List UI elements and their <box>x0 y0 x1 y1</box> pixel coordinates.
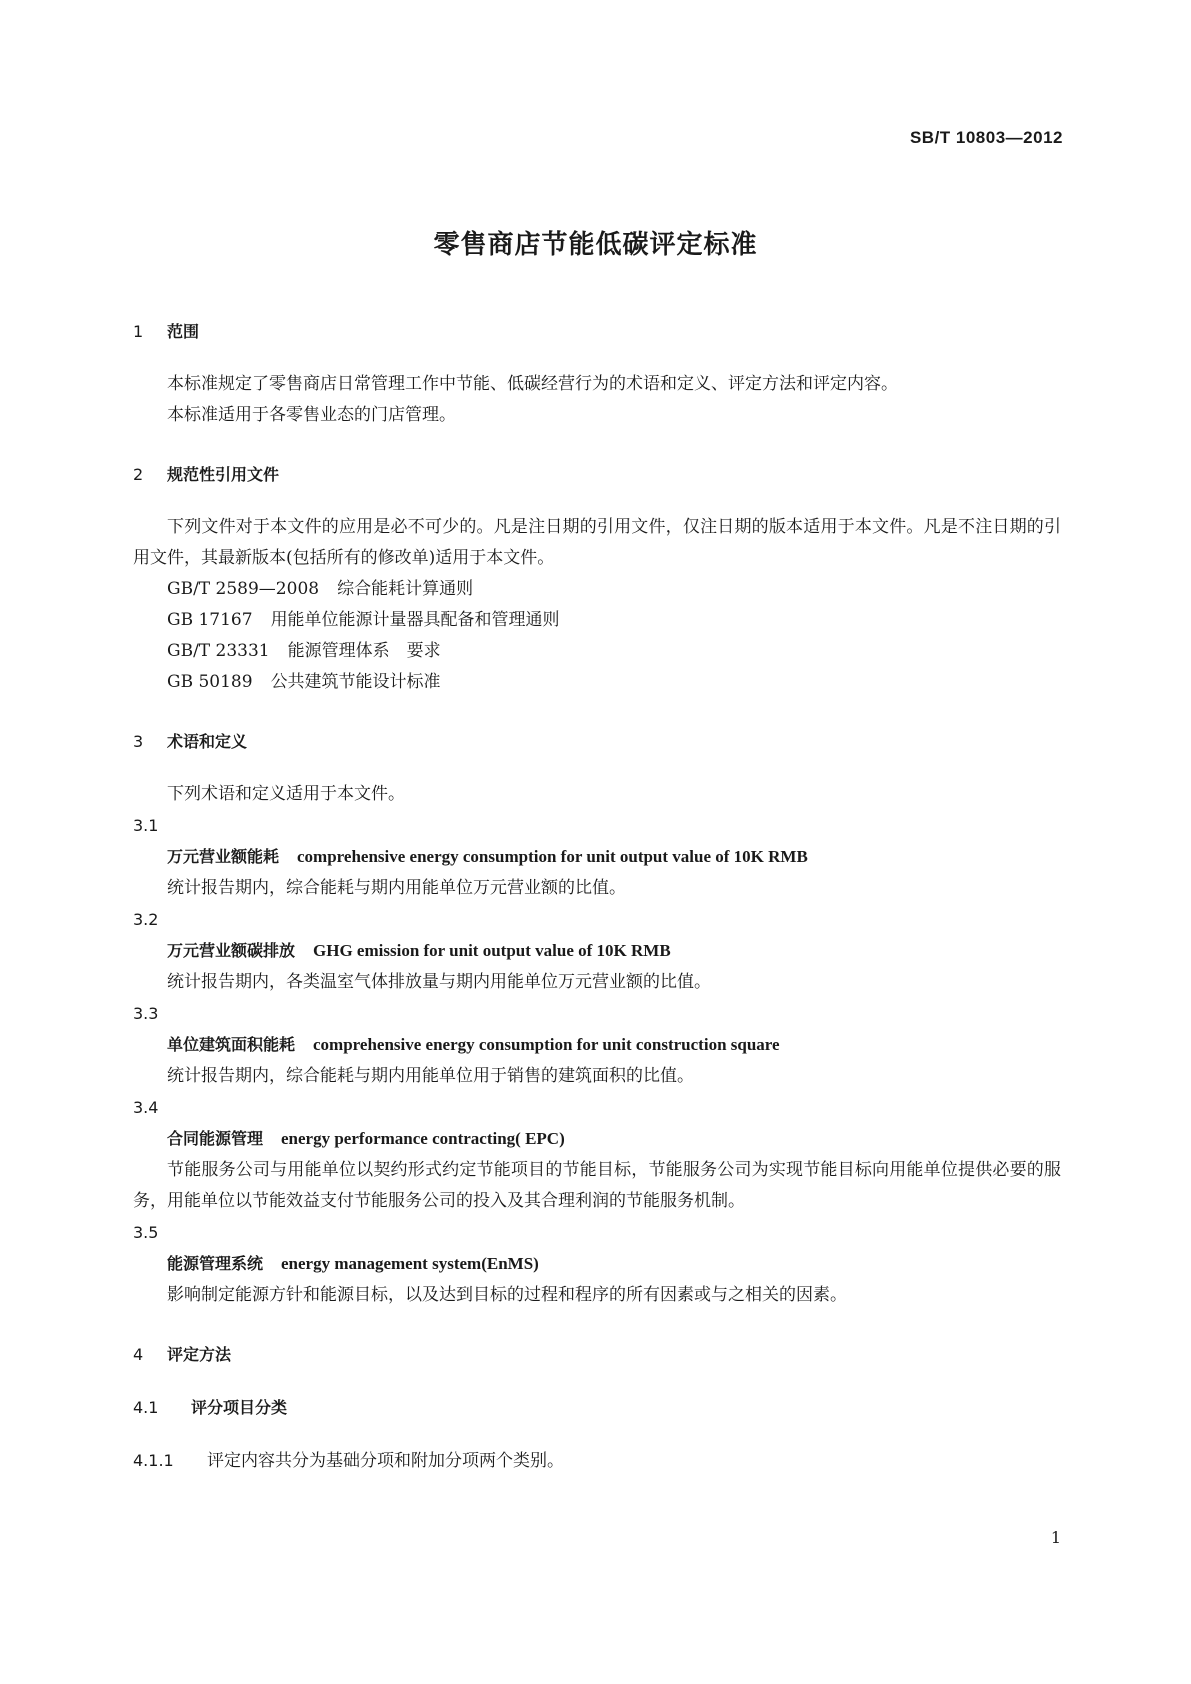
reference-code: GB 17167 <box>167 610 253 630</box>
section-4-heading <box>133 1339 1061 1370</box>
reference-name: 公共建筑节能设计标准 <box>270 672 441 692</box>
paragraph: 下列文件对于本文件的应用是必不可少的。凡是注日期的引用文件，仅注日期的版本适用于本文件。凡是不注日期的引用文件，其最新版本(包括所有的修改单)适用于本文件。 <box>133 517 1061 568</box>
reference-code: GB/T 2589—2008 <box>167 579 320 599</box>
document-title: 零售商店节能低碳评定标准 <box>433 230 758 260</box>
section-number: 4 <box>133 1345 144 1364</box>
section-3-heading <box>133 726 1061 757</box>
section-title: 术语和定义 <box>167 732 248 751</box>
term-chinese: 合同能源管理 <box>167 1129 264 1148</box>
reference-name: 能源管理体系 要求 <box>287 641 441 661</box>
section-2-heading <box>133 459 1061 490</box>
term-english: GHG emission for unit output value of 10K RMB <box>313 941 671 960</box>
section-number: 3 <box>133 732 144 751</box>
term-entry <box>133 1029 1061 1061</box>
term-definition: 统计报告期内，综合能耗与期内用能单位万元营业额的比值。 <box>167 878 626 898</box>
term-entry <box>133 1248 1061 1280</box>
term-number: 3.1 <box>133 816 159 835</box>
term-definition: 统计报告期内，综合能耗与期内用能单位用于销售的建筑面积的比值。 <box>167 1066 694 1086</box>
reference-code: GB 50189 <box>167 672 253 692</box>
page-number: 1 <box>1050 1528 1061 1547</box>
reference-item <box>133 667 1061 698</box>
term-chinese: 单位建筑面积能耗 <box>167 1035 296 1054</box>
term-english: comprehensive energy consumption for unit construction square <box>313 1035 780 1054</box>
reference-name: 用能单位能源计量器具配备和管理通则 <box>270 610 560 630</box>
clause <box>133 1445 1061 1477</box>
section-title: 规范性引用文件 <box>167 465 280 484</box>
term-chinese: 能源管理系统 <box>167 1254 264 1273</box>
term-definition: 影响制定能源方针和能源目标，以及达到目标的过程和程序的所有因素或与之相关的因素。 <box>167 1285 847 1305</box>
subsection-heading <box>133 1392 1061 1423</box>
term-definition: 统计报告期内，各类温室气体排放量与期内用能单位万元营业额的比值。 <box>167 972 711 992</box>
term-chinese: 万元营业额碳排放 <box>167 941 296 960</box>
section-1-heading <box>133 316 1061 347</box>
reference-item <box>133 605 1061 636</box>
term-definition: 节能服务公司与用能单位以契约形式约定节能项目的节能目标，节能服务公司为实现节能目标向用能单位提供必要的服务，用能单位以节能效益支付节能服务公司的投入及其合理利润的节能服务机制。 <box>133 1160 1061 1211</box>
section-number: 2 <box>133 465 144 484</box>
term-english: energy performance contracting( EPC) <box>281 1129 565 1148</box>
term-entry <box>133 1123 1061 1155</box>
reference-item <box>133 574 1061 605</box>
section-title: 范围 <box>167 322 200 341</box>
clause-number: 4.1.1 <box>133 1451 174 1470</box>
subsection-number: 4.1 <box>133 1398 159 1417</box>
section-title: 评定方法 <box>167 1345 232 1364</box>
term-english: energy management system(EnMS) <box>281 1254 539 1273</box>
paragraph: 本标准规定了零售商店日常管理工作中节能、低碳经营行为的术语和定义、评定方法和评定内容。 <box>167 374 898 394</box>
term-entry <box>133 841 1061 873</box>
term-entry <box>133 935 1061 967</box>
reference-name: 综合能耗计算通则 <box>337 579 474 599</box>
paragraph: 本标准适用于各零售业态的门店管理。 <box>167 405 456 425</box>
subsection-title: 评分项目分类 <box>191 1398 288 1417</box>
reference-code: GB/T 23331 <box>167 641 270 661</box>
term-number: 3.5 <box>133 1223 159 1242</box>
document-body <box>133 316 1061 1477</box>
reference-item <box>133 636 1061 667</box>
term-number: 3.4 <box>133 1098 159 1117</box>
paragraph: 下列术语和定义适用于本文件。 <box>167 784 405 804</box>
clause-text: 评定内容共分为基础分项和附加分项两个类别。 <box>207 1451 564 1471</box>
term-number: 3.3 <box>133 1004 159 1023</box>
term-english: comprehensive energy consumption for unit output value of 10K RMB <box>297 847 808 866</box>
term-chinese: 万元营业额能耗 <box>167 847 280 866</box>
term-number: 3.2 <box>133 910 159 929</box>
section-number: 1 <box>133 322 144 341</box>
standard-number: SB/T 10803—2012 <box>909 128 1063 147</box>
